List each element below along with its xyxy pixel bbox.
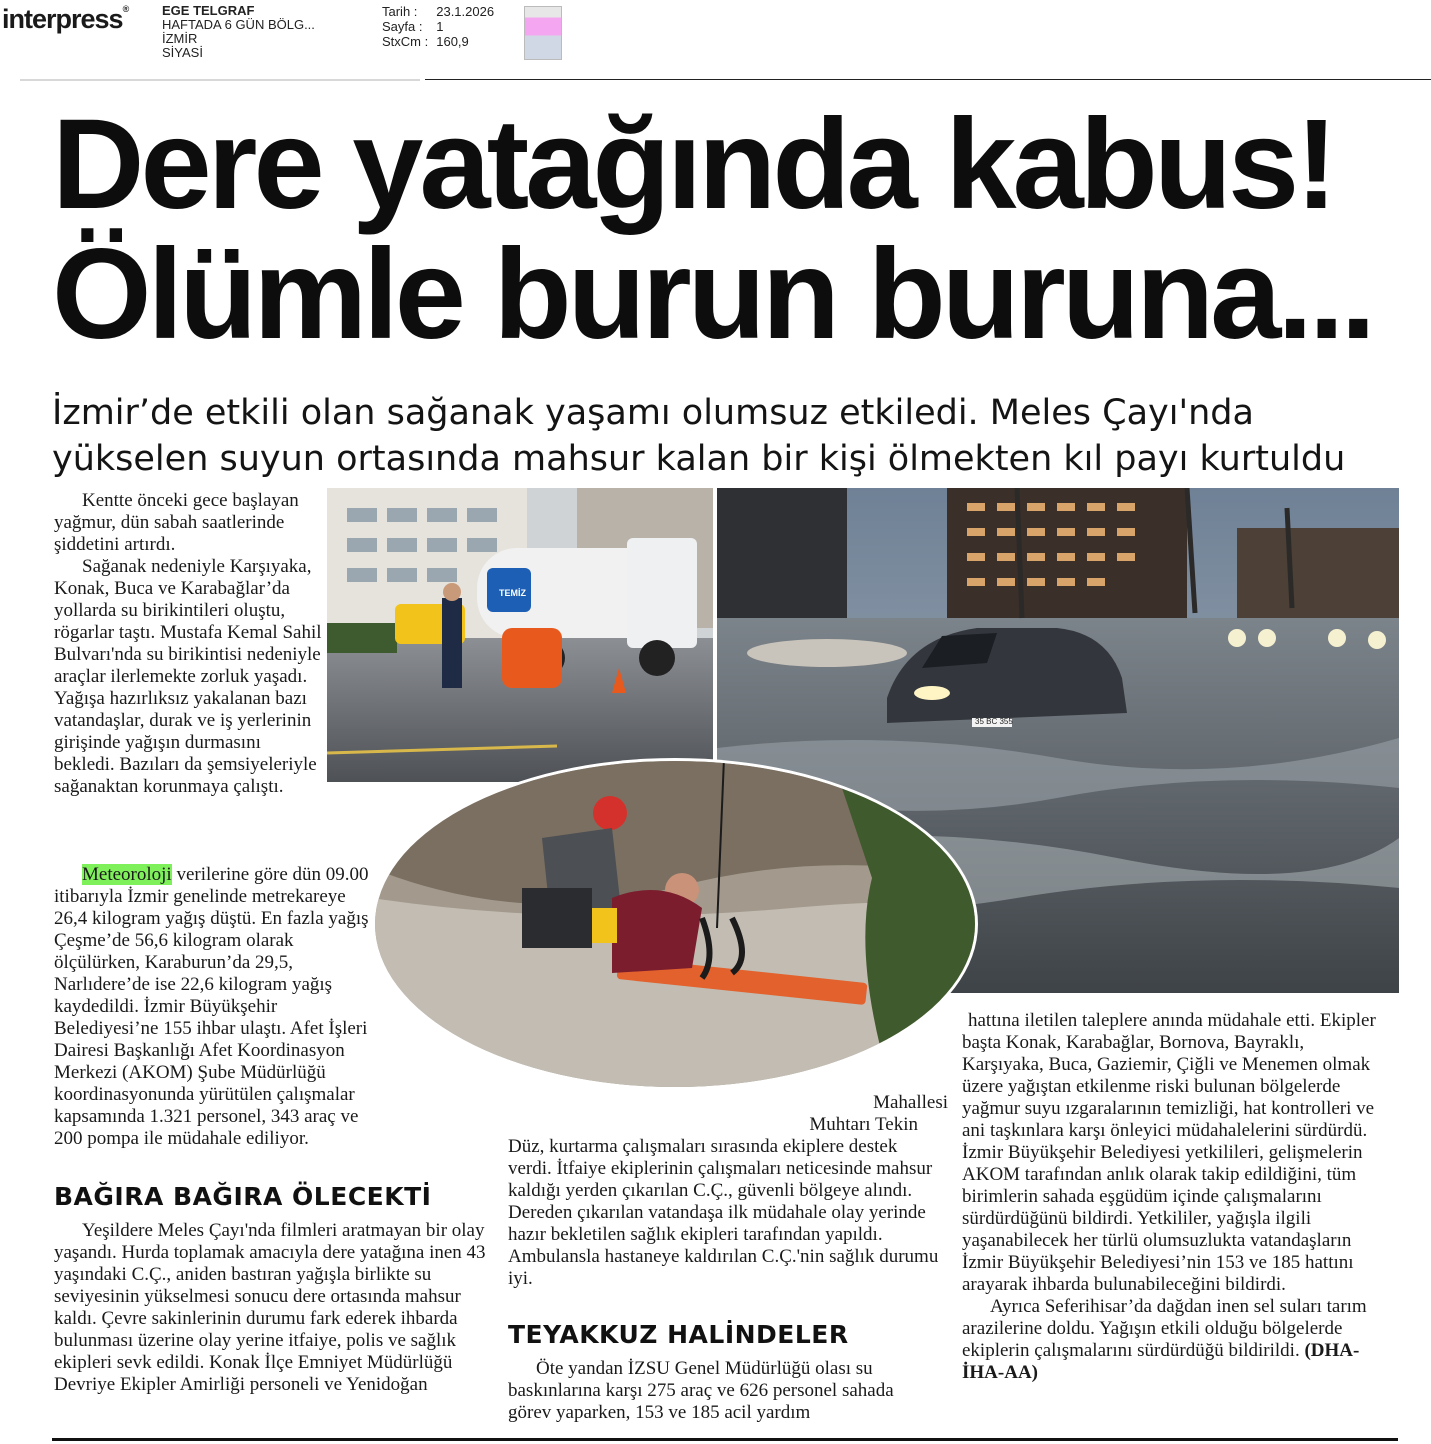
date-value: 23.1.2026 xyxy=(436,4,495,19)
headline-line-1: Dere yatağında kabus! xyxy=(52,93,1334,236)
clip-meta xyxy=(382,4,502,49)
header-divider-left xyxy=(20,79,420,81)
headline xyxy=(52,93,1412,366)
interpress-logo: interpress® xyxy=(2,4,129,34)
stxcm-label: StxCm : xyxy=(382,34,429,49)
hedge xyxy=(327,623,397,653)
col2-line-2: Muhtarı Tekin xyxy=(809,1114,918,1135)
license-plate: 35 BC 355 xyxy=(975,717,1013,726)
col2-paragraph: Düz, kurtarma çalışmaları sırasında ekiplere destek verdi. İtfaiye ekiplerinin çalışmaları neticesinde mahsur kaldığı yerden çıkarılan C.Ç., güvenli bölgeye alındı. Dereden çıkarılan vatandaşa ilk müdahale olay yerinde hazır bekletilen sağlık ekipleri tarafından yapıldı. Ambulansla hastaneye kaldırılan C.Ç.'nin sağlık durumu iyi. xyxy=(508,1136,939,1289)
stxcm-value: 160,9 xyxy=(436,34,469,49)
col1-paragraph-2: Sağanak nedeniyle Karşıyaka, Konak, Buca ve Karabağlar’da yollarda su birikintileri oluştu, rögarlar taştı. Mustafa Kemal Sahil Bulvarı'nda su birikintisi nedeniyle araçlar ilerlemekte zorluk yaşadı. Yağışa hazırlıksız yakalanan bazı vatandaşlar, durak ve iş yerlerinin girişinde yağışın durmasını bekledi. Bazıları da şemsiyeleriyle sağanaktan korunmaya çalıştı. xyxy=(54,556,322,797)
column-3-body xyxy=(962,1010,1382,1384)
page-thumbnail[interactable] xyxy=(524,6,562,60)
sec2-paragraph: Öte yandan İZSU Genel Müdürlüğü olası su baskınlarına karşı 275 araç ve 626 personel sahada görev yaparken, 153 ve 185 acil yardım xyxy=(508,1358,894,1423)
section-heading-2: TEYAKKUZ HALİNDELER xyxy=(508,1320,849,1349)
headline-line-2: Ölümle burun buruna... xyxy=(52,223,1372,366)
dark-building xyxy=(717,488,847,628)
sec1-paragraph: Yeşildere Meles Çayı'nda filmleri aratmayan bir olay yaşandı. Hurda toplamak amacıyla dere yatağına inen 43 yaşındaki C.Ç., aniden bastıran yağışla birlikte su seviyesinin yükselmesi sonucu dere ortasında mahsur kaldı. Çevre sakinlerinin durumu fark ederek ihbarda bulunması üzerine olay yerine itfaiye, polis ve sağlık ekipleri sevk edildi. Konak İlçe Emniyet Müdürlüğü Devriye Ekipler Amirliği personeli ve Yenidoğan xyxy=(54,1220,486,1395)
rescue-scene-illustration xyxy=(372,758,978,1090)
truck-brand-label: TEMİZ xyxy=(499,588,526,598)
section-1-body xyxy=(54,1220,486,1396)
photo-rescue-oval xyxy=(372,758,978,1090)
subheadline: İzmir’de etkili olan sağanak yaşamı olumsuz etkiledi. Meles Çayı'nda yükselen suyun ortasında mahsur kalan bir kişi ölmekten kıl payı kurtuldu xyxy=(52,393,1346,479)
publication-name: EGE TELGRAF xyxy=(162,3,255,18)
photo-street-truck xyxy=(327,488,713,782)
page-label: Sayfa : xyxy=(382,19,423,34)
column-2-body xyxy=(508,1136,940,1290)
police-officer xyxy=(442,598,462,688)
col2-line-1: Mahallesi xyxy=(873,1092,948,1113)
publication-info xyxy=(162,4,315,60)
header-divider xyxy=(425,79,1431,80)
worker-orange xyxy=(502,628,562,688)
section-heading-1: BAĞIRA BAĞIRA ÖLECEKTİ xyxy=(54,1182,432,1211)
date-label: Tarih : xyxy=(382,4,418,19)
truck-scene-illustration xyxy=(327,488,713,782)
agency-credit: (DHA- İHA-AA) xyxy=(962,1340,1360,1383)
footer-rule xyxy=(52,1438,1398,1441)
column-1-middle xyxy=(54,864,374,1150)
publication-frequency: HAFTADA 6 GÜN BÖLG... xyxy=(162,17,315,32)
col1-paragraph-3: Meteoroloji verilerine göre dün 09.00 itibarıyla İzmir genelinde metrekareye 26,4 kilogram yağış düştü. En fazla yağış Çeşme’de 56,6 kilogram olarak ölçülürken, Karaburun’da 29,5, Narlıdere’de ise 22,6 kilogram yağış kaydedildi. İzmir Büyükşehir Belediyesi’ne 155 ihbar ulaştı. Afet İşleri Dairesi Başkanlığı Afet Koordinasyon Merkezi (AKOM) Şube Müdürlüğü koordinasyonunda yürütülen çalışmalar kapsamında 1.321 personel, 343 araç ve 200 pompa ile müdahale ediliyor. xyxy=(54,864,369,1149)
highlight-term: Meteoroloji xyxy=(82,864,172,885)
publication-category: SİYASİ xyxy=(162,45,203,60)
section-2-body xyxy=(508,1358,940,1424)
publication-city: İZMİR xyxy=(162,31,198,46)
col3-paragraph-1: hattına iletilen taleplere anında müdahale etti. Ekipler başta Konak, Karabağlar, Bornova, Bayraklı, Karşıyaka, Buca, Gaziemir, Çiğli ve Menemen olmak üzere yağıştan etkilenme riski bulunan bölgelerde yağmur suyu ızgaralarının temizliği, hat kontrolleri ve ani taşkınlara karşı önleyici müdahalelerini sürdürdü. İzmir Büyükşehir Belediyesi yetkilileri, gelişmelerin AKOM tarafından anlık olarak takip edildiğini, tüm birimlerin sahada eşgüdüm içinde çalışmalarını sürdürdüğünü bildirdi. Yetkililer, yağışla ilgili yaşanabilecek her türlü olumsuzlukta vatandaşların İzmir Büyükşehir Belediyesi’nin 153 ve 185 hattını arayarak ihbarda bulunabileceğini bildirdi. xyxy=(962,1010,1376,1295)
column-1-top xyxy=(54,490,322,798)
page-value: 1 xyxy=(436,19,444,34)
col1-paragraph-1: Kentte önceki gece başlayan yağmur, dün sabah saatlerinde şiddetini artırdı. xyxy=(54,490,299,555)
col3-paragraph-2: Ayrıca Seferihisar’da dağdan inen sel suları tarım arazilerine doldu. Yağışın etkili olduğu bölgelerde ekiplerin çalışmalarını sürdürdüğü bildirildi. (DHA- İHA-AA) xyxy=(962,1296,1367,1383)
